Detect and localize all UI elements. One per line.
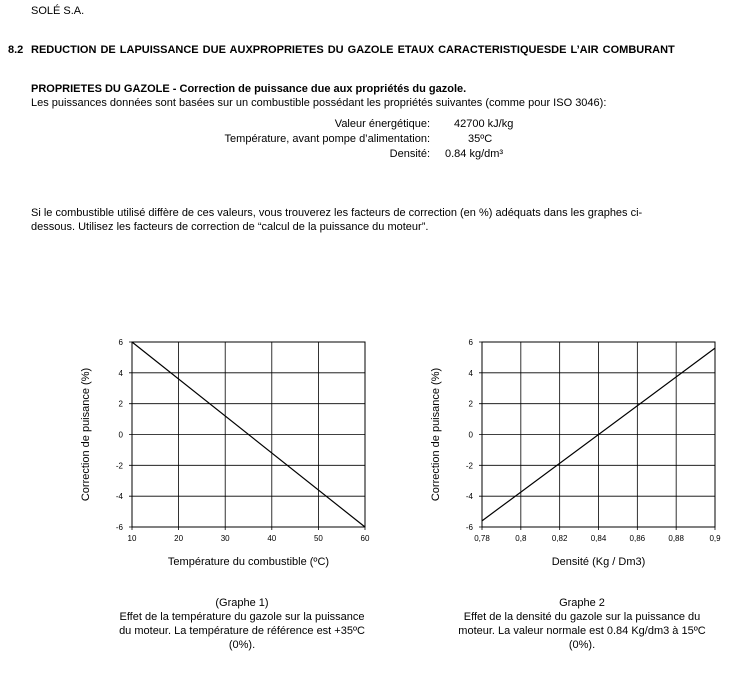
caption-graph-2-title: Graphe 2 bbox=[559, 597, 605, 609]
c1-y-tick-label: -2 bbox=[115, 461, 123, 471]
c1-x-tick-label: 10 bbox=[127, 534, 137, 543]
c1-x-tick-label: 50 bbox=[313, 534, 323, 543]
caption-graph-1-title: (Graphe 1) bbox=[215, 597, 269, 609]
caption-graph-1-line-1: Effet de la température du gazole sur la puissance bbox=[119, 611, 365, 623]
c1-x-tick-label: 30 bbox=[220, 534, 230, 543]
c2-y-tick-label: 0 bbox=[468, 430, 473, 440]
c1-y-tick-label: 6 bbox=[118, 338, 123, 347]
prop-value-density: 0.84 kg/dm³ bbox=[445, 148, 504, 160]
prop-label-density: Densité: bbox=[389, 148, 430, 160]
caption-graph-2-line-2: moteur. La valeur normale est 0.84 Kg/dm3 à 15ºC bbox=[458, 625, 706, 637]
c1-x-tick-label: 20 bbox=[174, 534, 184, 543]
chart-density-x-ticks bbox=[474, 534, 721, 543]
prop-label-temperature: Température, avant pompe d’alimentation: bbox=[224, 133, 430, 145]
header-line: SOLÉ S.A. bbox=[31, 5, 85, 17]
chart-temperature bbox=[75, 330, 375, 580]
c1-y-tick-label: -6 bbox=[115, 523, 123, 532]
fuel-intro: Les puissances données sont basées sur un combustible possédant les propriétés suivantes (comme pour ISO 3046): bbox=[31, 97, 607, 109]
c2-x-tick-label: 0,78 bbox=[474, 534, 490, 543]
chart-density-y-label: Correction de puisance (%) bbox=[430, 367, 442, 502]
c1-x-tick-label: 60 bbox=[360, 534, 370, 543]
c2-x-tick-label: 0,88 bbox=[668, 534, 684, 543]
prop-value-energy: 42700 kJ/kg bbox=[454, 118, 514, 130]
caption-graph-1 bbox=[92, 596, 392, 652]
c2-y-tick-label: 2 bbox=[468, 399, 473, 409]
caption-graph-2-line-3: (0%). bbox=[568, 639, 596, 651]
c2-x-tick-label: 0,84 bbox=[590, 534, 607, 543]
c2-x-tick-label: 0,82 bbox=[551, 534, 568, 543]
caption-graph-2-line-1: Effet de la densité du gazole sur la puissance du bbox=[463, 611, 701, 623]
c1-x-tick-label: 40 bbox=[267, 534, 277, 543]
prop-label-energy: Valeur énergétique: bbox=[334, 118, 430, 130]
note-line-2: dessous. Utilisez les facteurs de correction de “calcul de la puissance du moteur”. bbox=[31, 221, 429, 233]
chart-temperature-x-label: Température du combustible (ºC) bbox=[167, 556, 330, 568]
c2-y-tick-label: -4 bbox=[465, 492, 473, 502]
chart-temperature-y-label: Correction de puisance (%) bbox=[80, 367, 92, 502]
caption-graph-1-line-3: (0%). bbox=[228, 639, 256, 651]
chart-temperature-x-ticks bbox=[128, 534, 370, 543]
section-title: REDUCTION DE LAPUISSANCE DUE AUXPROPRIETES DU GAZOLE ETAUX CARACTERISTIQUESDE L’AIR COMBURANT bbox=[31, 44, 675, 56]
c2-y-tick-label: 4 bbox=[468, 368, 473, 378]
fuel-heading: PROPRIETES DU GAZOLE - Correction de puissance due aux propriétés du gazole. bbox=[31, 83, 467, 95]
caption-graph-1-line-2: du moteur. La température de référence est +35ºC bbox=[119, 625, 365, 637]
chart-temperature-y-ticks bbox=[116, 338, 124, 532]
chart-density bbox=[425, 330, 725, 580]
prop-value-temperature: 35ºC bbox=[468, 133, 493, 145]
c1-y-tick-label: 4 bbox=[118, 368, 123, 378]
section-number: 8.2 bbox=[8, 44, 24, 56]
c2-y-tick-label: 6 bbox=[468, 338, 473, 347]
c1-y-tick-label: 0 bbox=[118, 430, 123, 440]
c2-y-tick-label: -6 bbox=[465, 523, 473, 532]
c2-x-tick-label: 0,8 bbox=[515, 534, 527, 543]
c2-x-tick-label: 0,86 bbox=[629, 534, 646, 543]
c1-y-tick-label: 2 bbox=[118, 399, 123, 409]
c2-y-tick-label: -2 bbox=[465, 461, 473, 471]
c2-x-tick-label: 0,9 bbox=[709, 534, 721, 543]
c1-y-tick-label: -4 bbox=[115, 492, 123, 502]
chart-density-y-ticks bbox=[466, 338, 474, 532]
chart-density-x-label: Densité (Kg / Dm3) bbox=[551, 556, 646, 568]
caption-graph-2 bbox=[432, 596, 732, 652]
top-line-cut bbox=[31, 0, 731, 7]
note-line-1: Si le combustible utilisé diffère de ces valeurs, vous trouverez les facteurs de correction (en %) adéquats dans les graphes ci- bbox=[31, 207, 643, 219]
chart-temperature-grid bbox=[129, 342, 365, 530]
